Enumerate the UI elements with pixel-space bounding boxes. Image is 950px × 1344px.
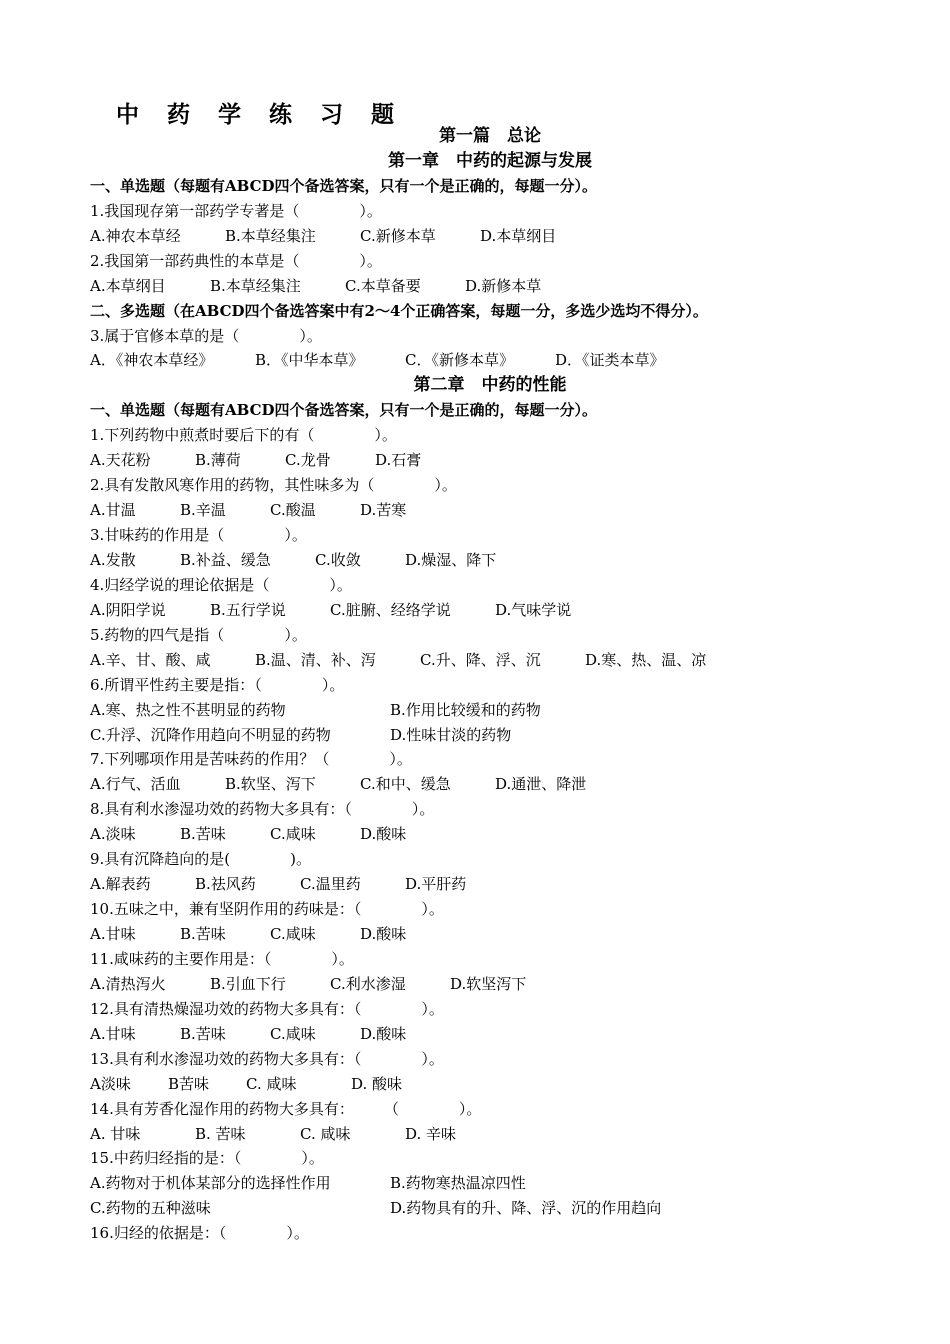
answer-option: C. 咸味 bbox=[300, 1124, 351, 1143]
answer-option: C.龙骨 bbox=[285, 451, 331, 470]
answer-option: C.和中、缓急 bbox=[360, 775, 451, 794]
answer-options bbox=[90, 348, 890, 373]
answer-options bbox=[90, 498, 890, 523]
answer-option: D.石膏 bbox=[375, 451, 422, 470]
answer-options bbox=[90, 224, 890, 249]
answer-option: D.苦寒 bbox=[360, 501, 407, 520]
answer-option: B.软坚、泻下 bbox=[225, 775, 316, 794]
answer-option: A.本草纲目 bbox=[90, 276, 166, 295]
question-text: 15.中药归经指的是：（ ）。 bbox=[90, 1149, 324, 1168]
answer-options bbox=[90, 448, 890, 473]
answer-option: B.药物寒热温凉四性 bbox=[390, 1174, 526, 1193]
answer-option: D.酸味 bbox=[360, 925, 407, 943]
answer-option: A. 甘味 bbox=[90, 1124, 141, 1143]
answer-option: B.温、清、补、泻 bbox=[255, 650, 376, 669]
answer-option: A.天花粉 bbox=[90, 451, 151, 470]
answer-options bbox=[90, 1196, 890, 1221]
answer-option: B. 苦味 bbox=[195, 1124, 246, 1143]
question-text: 10.五味之中，兼有坚阴作用的药味是：（ ）。 bbox=[90, 900, 444, 919]
question-text: 11.咸味药的主要作用是：（ ）。 bbox=[90, 949, 354, 968]
answer-option: C.药物的五种滋味 bbox=[90, 1199, 211, 1218]
answer-options bbox=[90, 922, 890, 947]
question-text: 1.我国现存第一部药学专著是（ ）。 bbox=[90, 201, 382, 220]
answer-option: B.引血下行 bbox=[210, 974, 286, 993]
answer-option: D.药物具有的升、降、浮、沉的作用趋向 bbox=[390, 1199, 662, 1218]
chapter-heading: 第一章 中药的起源与发展 bbox=[388, 150, 592, 171]
question-text: 16.归经的依据是：（ ）。 bbox=[90, 1224, 309, 1243]
answer-option: B苦味 bbox=[168, 1074, 210, 1093]
answer-options bbox=[90, 1072, 890, 1097]
answer-options bbox=[90, 723, 890, 748]
answer-option: C.本草备要 bbox=[345, 276, 421, 295]
answer-option: D.通泄、降泄 bbox=[495, 775, 587, 794]
answer-option: B.本草经集注 bbox=[225, 226, 316, 245]
answer-option: C.咸味 bbox=[270, 825, 316, 844]
section-heading: 一、单选题（每题有ABCD四个备选答案，只有一个是正确的，每题一分）。 bbox=[90, 401, 598, 420]
answer-option: A.甘温 bbox=[90, 501, 136, 520]
answer-options bbox=[90, 1122, 890, 1147]
question-text: 2.我国第一部药典性的本草是（ ）。 bbox=[90, 251, 382, 270]
answer-options bbox=[90, 772, 890, 797]
answer-options bbox=[90, 648, 890, 673]
answer-option: C.升浮、沉降作用趋向不明显的药物 bbox=[90, 725, 331, 744]
answer-option: A.淡味 bbox=[90, 825, 136, 844]
chapter-heading: 第一篇 总论 bbox=[439, 126, 541, 146]
answer-option: C. 咸味 bbox=[246, 1074, 297, 1093]
answer-option: B.祛风药 bbox=[195, 875, 256, 894]
question-text: 8.具有利水渗湿功效的药物大多具有：（ ）。 bbox=[90, 800, 435, 819]
answer-option: C.咸味 bbox=[270, 925, 316, 943]
answer-options bbox=[90, 872, 890, 897]
answer-option: B.薄荷 bbox=[195, 451, 241, 470]
question-text: 2.具有发散风寒作用的药物，其性味多为（ ）。 bbox=[90, 476, 457, 495]
answer-option: A.阴阳学说 bbox=[90, 600, 166, 619]
answer-option: B.补益、缓急 bbox=[180, 550, 271, 569]
answer-options bbox=[90, 822, 890, 847]
answer-options bbox=[90, 598, 890, 623]
answer-options bbox=[90, 1171, 890, 1196]
answer-options bbox=[90, 972, 890, 997]
answer-option: A.药物对于机体某部分的选择性作用 bbox=[90, 1174, 331, 1193]
answer-option: D.本草纲目 bbox=[480, 226, 557, 245]
chapter-heading: 第二章 中药的性能 bbox=[413, 375, 567, 396]
answer-option: A.清热泻火 bbox=[90, 974, 166, 993]
section-heading: 二、多选题（在ABCD四个备选答案中有2～4个正确答案，每题一分，多选少选均不得分）。 bbox=[90, 301, 708, 320]
document-body bbox=[90, 124, 890, 1246]
answer-option: B.苦味 bbox=[180, 1024, 226, 1043]
answer-option: C．《新修本草》 bbox=[405, 351, 514, 370]
question-text: 9.具有沉降趋向的是( )。 bbox=[90, 850, 312, 869]
answer-option: B.辛温 bbox=[180, 501, 226, 520]
answer-option: D.酸味 bbox=[360, 1024, 407, 1043]
answer-option: D.新修本草 bbox=[465, 276, 542, 295]
answer-option: C.酸温 bbox=[270, 501, 316, 520]
question-text: 13.具有利水渗湿功效的药物大多具有：（ ）。 bbox=[90, 1049, 444, 1068]
answer-option: C.收敛 bbox=[315, 550, 361, 569]
question-text: 3.甘味药的作用是（ ）。 bbox=[90, 526, 307, 544]
answer-option: C.咸味 bbox=[270, 1024, 316, 1043]
answer-options bbox=[90, 1022, 890, 1047]
document-title: 中 药 学 练 习 题 bbox=[116, 101, 405, 128]
question-text: 3.属于官修本草的是（ ）。 bbox=[90, 326, 322, 345]
answer-option: B.苦味 bbox=[180, 825, 226, 844]
answer-option: C.新修本草 bbox=[360, 226, 436, 245]
question-text: 5.药物的四气是指（ ）。 bbox=[90, 625, 307, 644]
answer-option: D.寒、热、温、凉 bbox=[585, 650, 707, 669]
answer-option: D.平肝药 bbox=[405, 875, 467, 894]
answer-option: A.行气、活血 bbox=[90, 775, 181, 794]
answer-option: C.脏腑、经络学说 bbox=[330, 600, 451, 619]
question-text: 14.具有芳香化湿作用的药物大多具有： （ ）。 bbox=[90, 1099, 482, 1118]
answer-option: A.发散 bbox=[90, 550, 136, 569]
answer-option: A.解表药 bbox=[90, 875, 151, 894]
question-text: 6.所谓平性药主要是指：（ ）。 bbox=[90, 675, 345, 694]
answer-option: D.性味甘淡的药物 bbox=[390, 725, 512, 744]
answer-option: D.燥湿、降下 bbox=[405, 550, 497, 569]
answer-option: A．《神农本草经》 bbox=[90, 351, 214, 370]
question-text: 12.具有清热燥湿功效的药物大多具有：（ ）。 bbox=[90, 999, 444, 1018]
answer-options bbox=[90, 274, 890, 299]
answer-option: B.本草经集注 bbox=[210, 276, 301, 295]
question-text: 1.下列药物中煎煮时要后下的有（ ）。 bbox=[90, 426, 397, 445]
answer-option: A.神农本草经 bbox=[90, 226, 181, 245]
answer-option: D.酸味 bbox=[360, 825, 407, 844]
answer-option: B.五行学说 bbox=[210, 600, 286, 619]
answer-option: B.作用比较缓和的药物 bbox=[390, 700, 541, 719]
answer-option: A.辛、甘、酸、咸 bbox=[90, 650, 211, 669]
answer-options bbox=[90, 548, 890, 573]
answer-option: B．《中华本草》 bbox=[255, 351, 364, 370]
answer-option: A.寒、热之性不甚明显的药物 bbox=[90, 700, 286, 719]
answer-option: D. 辛味 bbox=[405, 1124, 457, 1143]
answer-option: C.利水渗湿 bbox=[330, 974, 406, 993]
answer-option: D.软坚泻下 bbox=[450, 974, 527, 993]
answer-options bbox=[90, 698, 890, 723]
answer-option: C.温里药 bbox=[300, 875, 361, 894]
answer-option: C.升、降、浮、沉 bbox=[420, 650, 541, 669]
answer-option: B.苦味 bbox=[180, 925, 226, 943]
question-text: 7.下列哪项作用是苦味药的作用？（ ）。 bbox=[90, 750, 412, 769]
question-text: 4.归经学说的理论依据是（ ）。 bbox=[90, 575, 352, 594]
answer-option: D.气味学说 bbox=[495, 600, 572, 619]
section-heading: 一、单选题（每题有ABCD四个备选答案，只有一个是正确的，每题一分）。 bbox=[90, 176, 598, 195]
answer-option: A淡味 bbox=[90, 1074, 131, 1093]
answer-option: A.甘味 bbox=[90, 925, 136, 943]
answer-option: D．《证类本草》 bbox=[555, 351, 665, 370]
answer-option: D. 酸味 bbox=[351, 1074, 403, 1093]
answer-option: A.甘味 bbox=[90, 1024, 136, 1043]
